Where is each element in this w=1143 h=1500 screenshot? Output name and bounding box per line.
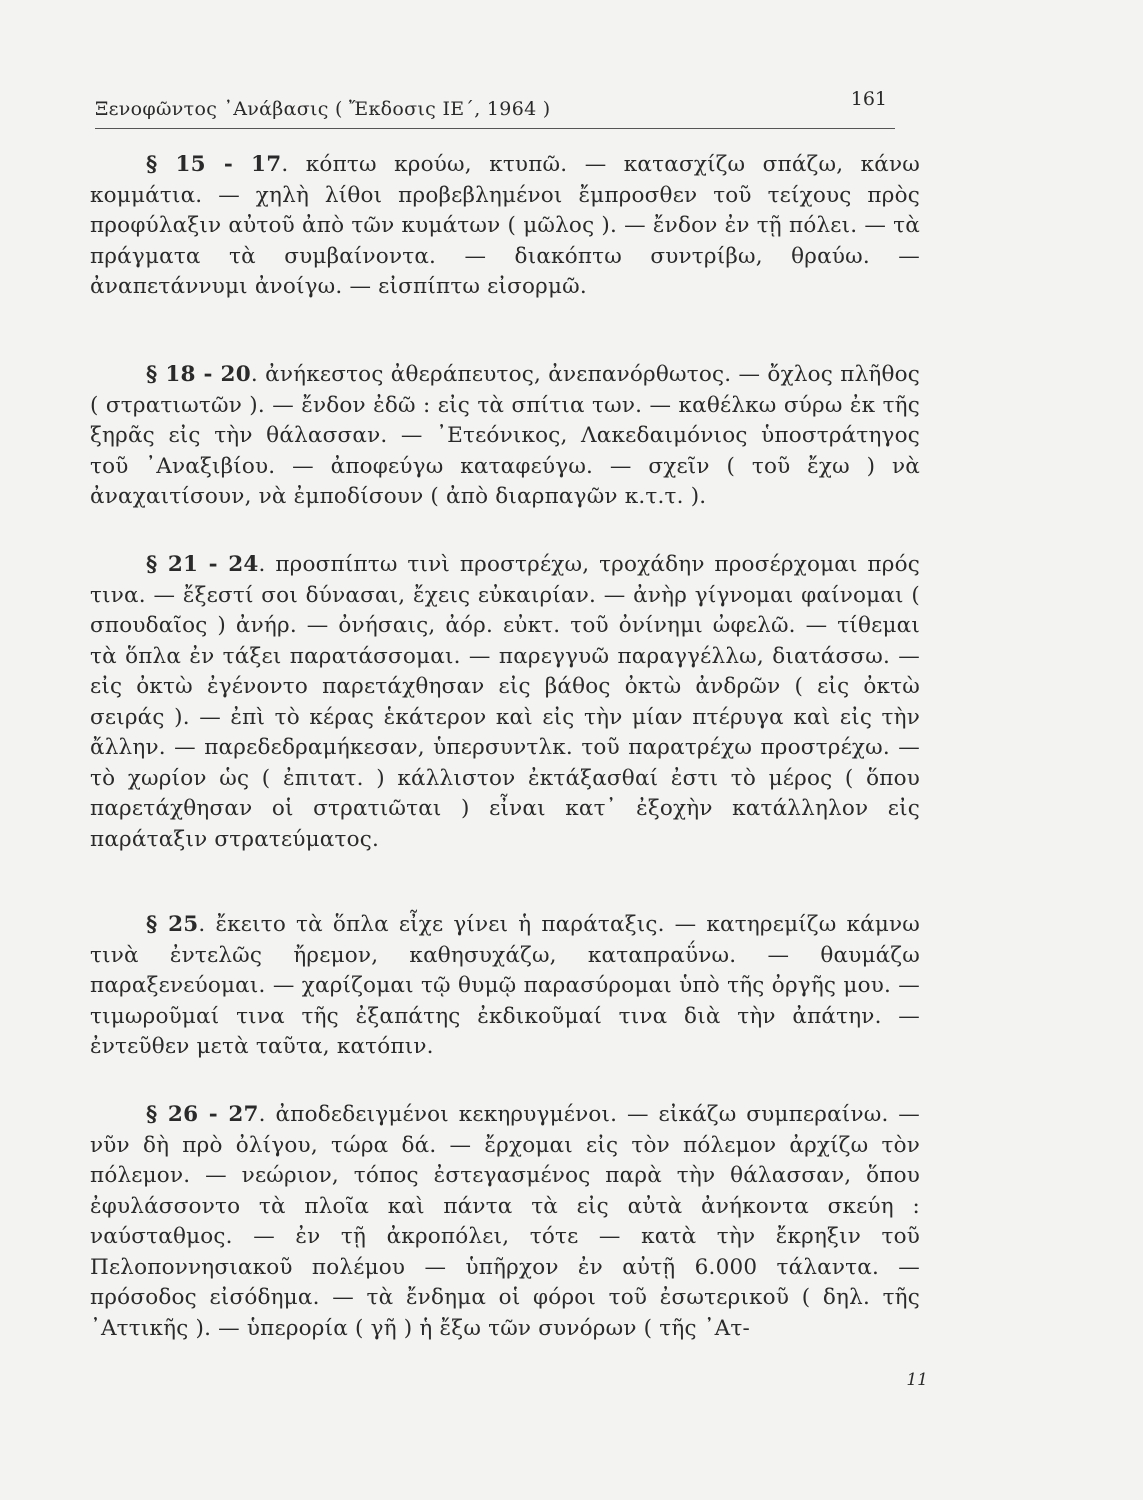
paragraph-26-27: § 26 - 27. ἀποδεδειγμένοι κεκηρυγμένοι. — εἰκάζω συμπεραίνω. — νῦν δὴ πρὸ ὀλίγου, τώρα δά. — ἔρχομαι εἰς τὸν πόλεμον ἀρχίζω τὸν πόλεμον. — νεώριον, τόπος ἐστεγασμένος παρὰ τὴν θάλασσαν, ὅπου ἐφυλάσσοντο τὰ πλοῖα καὶ πάντα τὰ εἰς αὐτὰ ἀνήκοντα σκεύη : ναύσταθμος. — ἐν τῇ ἀκροπόλει, τότε — κατὰ τὴν ἔκρηξιν τοῦ Πελοποννησιακοῦ πολέμου — ὑπῆρχον ἐν αὐτῇ 6.000 τάλαντα. — πρόσοδος εἰσόδημα. — τὰ ἔνδημα οἱ φόροι τοῦ ἐσωτερικοῦ ( δηλ. τῆς ᾿Αττικῆς ). — ὑπερορία ( γῆ ) ἡ ἔξω τῶν συνόρων ( τῆς ᾿Ατ- bbox=[90, 1102, 921, 1341]
paragraph-18-20: § 18 - 20. ἀνήκεστος ἀθεράπευτος, ἀνεπανόρθωτος. — ὄχλος πλῆθος ( στρατιωτῶν ). — ἔνδον ἐδῶ : εἰς τὰ σπίτια των. — καθέλκω σύρω ἐκ τῆς ξηρᾶς εἰς τὴν θάλασσαν. — ᾿Ετεόνικος, Λακεδαιμόνιος ὑποστράτηγος τοῦ ᾿Αναξιβίου. — ἀποφεύγω καταφεύγω. — σχεῖν ( τοῦ ἔχω ) νὰ ἀναχαιτίσουν, νὰ ἐμποδίσουν ( ἀπὸ διαρπαγῶν κ.τ.τ. ). bbox=[90, 362, 921, 509]
page-header bbox=[95, 88, 895, 129]
section-number: § 26 - 27 bbox=[146, 1102, 259, 1127]
paragraph-text: ἀνήκεστος ἀθεράπευτος, ἀνεπανόρθωτος. — ὄχλος πλῆθος ( στρατιωτῶν ). — ἔνδον ἐδῶ : εἰς τὰ σπίτια των. — καθέλκω σύρω ἐκ τῆς ξηρᾶς εἰς τὴν θάλασσαν. — ᾿Ετεόνικος, Λακεδαιμόνιος ὑποστράτηγος τοῦ ᾿Αναξιβίου. — ἀποφεύγω καταφεύγω. — σχεῖν ( τοῦ ἔχω ) νὰ ἀναχαιτίσουν, νὰ ἐμποδίσουν ( ἀπὸ διαρπαγῶν κ.τ.τ. ). bbox=[90, 362, 921, 509]
paragraph-15-17: § 15 - 17. κόπτω κρούω, κτυπῶ. — κατασχίζω σπάζω, κάνω κομμάτια. — χηλὴ λίθοι προβεβλημένοι ἔμπροσθεν τοῦ τείχους πρὸς προφύλαξιν αὐτοῦ ἀπὸ τῶν κυμάτων ( μῶλος ). — ἔνδον ἐν τῇ πόλει. — τὰ πράγματα τὰ συμβαίνοντα. — διακόπτω συντρίβω, θραύω. — ἀναπετάννυμι ἀνοίγω. — εἰσπίπτω εἰσορμῶ. bbox=[90, 152, 920, 299]
paragraph-25: § 25. ἔκειτο τὰ ὅπλα εἶχε γίνει ἡ παράταξις. — κατηρεμίζω κάμνω τινὰ ἐντελῶς ἤρεμον, καθησυχάζω, καταπραΰνω. — θαυμάζω παραξενεύομαι. — χαρίζομαι τῷ θυμῷ παρασύρομαι ὑπὸ τῆς ὀργῆς μου. — τιμωροῦμαί τινα τῆς ἐξαπάτης ἐκδικοῦμαί τινα διὰ τὴν ἀπάτην. — ἐντεῦθεν μετὰ ταῦτα, κατόπιν. bbox=[90, 912, 920, 1059]
paragraph-text: κόπτω κρούω, κτυπῶ. — κατασχίζω σπάζω, κάνω κομμάτια. — χηλὴ λίθοι προβεβλημένοι ἔμπροσθεν τοῦ τείχους πρὸς προφύλαξιν αὐτοῦ ἀπὸ τῶν κυμάτων ( μῶλος ). — ἔνδον ἐν τῇ πόλει. — τὰ πράγματα τὰ συμβαίνοντα. — διακόπτω συντρίβω, θραύω. — ἀναπετάννυμι ἀνοίγω. — εἰσπίπτω εἰσορμῶ. bbox=[90, 152, 920, 299]
page-number: 161 bbox=[850, 88, 887, 110]
paragraph-21-24: § 21 - 24. προσπίπτω τινὶ προστρέχω, τροχάδην προσέρχομαι πρός τινα. — ἔξεστί σοι δύνασαι, ἔχεις εὐκαιρίαν. — ἀνὴρ γίγνομαι φαίνομαι ( σπουδαῖος ) ἀνήρ. — ὀνήσαις, ἀόρ. εὐκτ. τοῦ ὀνίνημι ὠφελῶ. — τίθεμαι τὰ ὅπλα ἐν τάξει παρατάσσομαι. — παρεγγυῶ παραγγέλλω, διατάσσω. — εἰς ὀκτὼ ἐγένοντο παρετάχθησαν εἰς βάθος ὀκτὼ ἀνδρῶν ( εἰς ὀκτὼ σειράς ). — ἐπὶ τὸ κέρας ἑκάτερον καὶ εἰς τὴν μίαν πτέρυγα καὶ εἰς τὴν ἄλλην. — παρεδεδραμήκεσαν, ὑπερσυντλκ. τοῦ παρατρέχω προστρέχω. — τὸ χωρίον ὡς ( ἐπιτατ. ) κάλλιστον ἐκτάξασθαί ἐστι τὸ μέρος ( ὅπου παρετάχθησαν οἱ στρατιῶται ) εἶναι κατ᾿ ἐξοχὴν κατάλληλον εἰς παράταξιν στρατεύματος. bbox=[90, 552, 920, 852]
section-number: § 15 - 17 bbox=[146, 152, 282, 177]
running-title: Ξενοφῶντος ᾿Ανάβασις ( Ἔκδοσις ΙΕ΄, 1964 ) bbox=[95, 98, 551, 120]
section-number: § 18 - 20 bbox=[146, 362, 251, 387]
section-number: § 21 - 24 bbox=[146, 552, 259, 577]
paragraph-text: ἔκειτο τὰ ὅπλα εἶχε γίνει ἡ παράταξις. — κατηρεμίζω κάμνω τινὰ ἐντελῶς ἤρεμον, καθησυχάζω, καταπραΰνω. — θαυμάζω παραξενεύομαι. — χαρίζομαι τῷ θυμῷ παρασύρομαι ὑπὸ τῆς ὀργῆς μου. — τιμωροῦμαί τινα τῆς ἐξαπάτης ἐκδικοῦμαί τινα διὰ τὴν ἀπάτην. — ἐντεῦθεν μετὰ ταῦτα, κατόπιν. bbox=[90, 912, 920, 1059]
signature-mark: 11 bbox=[906, 1370, 928, 1390]
paragraph-text: ἀποδεδειγμένοι κεκηρυγμένοι. — εἰκάζω συμπεραίνω. — νῦν δὴ πρὸ ὀλίγου, τώρα δά. — ἔρχομαι εἰς τὸν πόλεμον ἀρχίζω τὸν πόλεμον. — νεώριον, τόπος ἐστεγασμένος παρὰ τὴν θάλασσαν, ὅπου ἐφυλάσσοντο τὰ πλοῖα καὶ πάντα τὰ εἰς αὐτὰ ἀνήκοντα σκεύη : ναύσταθμος. — ἐν τῇ ἀκροπόλει, τότε — κατὰ τὴν ἔκρηξιν τοῦ Πελοποννησιακοῦ πολέμου — ὑπῆρχον ἐν αὐτῇ 6.000 τάλαντα. — πρόσοδος εἰσόδημα. — τὰ ἔνδημα οἱ φόροι τοῦ ἐσωτερικοῦ ( δηλ. τῆς ᾿Αττικῆς ). — ὑπερορία ( γῆ ) ἡ ἔξω τῶν συνόρων ( τῆς ᾿Ατ- bbox=[90, 1102, 921, 1341]
section-number: § 25 bbox=[146, 912, 199, 937]
paragraph-text: προσπίπτω τινὶ προστρέχω, τροχάδην προσέρχομαι πρός τινα. — ἔξεστί σοι δύνασαι, ἔχεις εὐκαιρίαν. — ἀνὴρ γίγνομαι φαίνομαι ( σπουδαῖος ) ἀνήρ. — ὀνήσαις, ἀόρ. εὐκτ. τοῦ ὀνίνημι ὠφελῶ. — τίθεμαι τὰ ὅπλα ἐν τάξει παρατάσσομαι. — παρεγγυῶ παραγγέλλω, διατάσσω. — εἰς ὀκτὼ ἐγένοντο παρετάχθησαν εἰς βάθος ὀκτὼ ἀνδρῶν ( εἰς ὀκτὼ σειράς ). — ἐπὶ τὸ κέρας ἑκάτερον καὶ εἰς τὴν μίαν πτέρυγα καὶ εἰς τὴν ἄλλην. — παρεδεδραμήκεσαν, ὑπερσυντλκ. τοῦ παρατρέχω προστρέχω. — τὸ χωρίον ὡς ( ἐπιτατ. ) κάλλιστον ἐκτάξασθαί ἐστι τὸ μέρος ( ὅπου παρετάχθησαν οἱ στρατιῶται ) εἶναι κατ᾿ ἐξοχὴν κατάλληλον εἰς παράταξιν στρατεύματος. bbox=[90, 552, 920, 852]
